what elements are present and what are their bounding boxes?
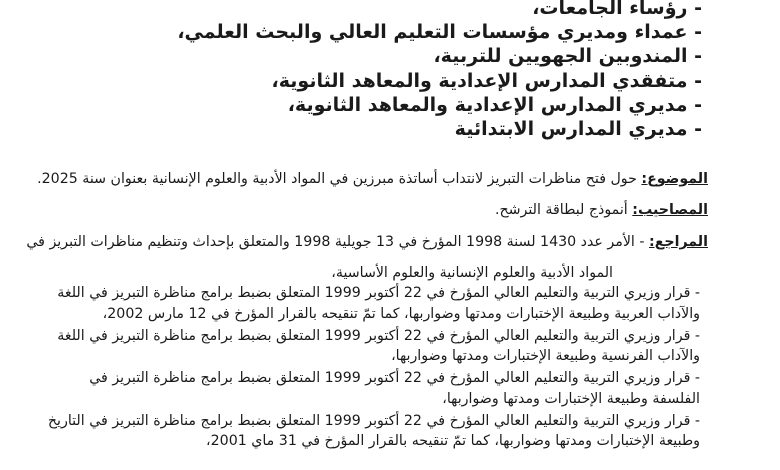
reference-main-line1: - الأمر عدد 1430 لسنة 1998 المؤرخ في 13 جويلية 1998 والمتعلق بإحداث وتنظيم مناظرات التبريز في [26, 234, 645, 250]
reference-item [20, 368, 700, 409]
reference-item [20, 326, 700, 367]
recipient-item: - مديري المدارس الإعدادية والمعاهد الثانوية، [287, 93, 702, 116]
reference-line: وطبيعة الإختبارات ومدتها وضواربها، كما تمّ تنقيحه بالقرار المؤرخ في 31 ماي 2001، [206, 433, 700, 449]
recipient-item: - رؤساء الجامعات، [532, 0, 702, 19]
reference-line: - قرار وزيري التربية والتعليم العالي المؤرخ في 22 أكتوبر 1999 المتعلق بضبط برامج مناظرة التبريز في [89, 370, 700, 386]
subject-label: الموضوع: [641, 171, 708, 187]
reference-line: - قرار وزيري التربية والتعليم العالي المؤرخ في 22 أكتوبر 1999 المتعلق بضبط برامج مناظرة التبريز في التاريخ [47, 412, 700, 429]
recipient-item: - متفقدي المدارس الإعدادية والمعاهد الثانوية، [271, 69, 702, 92]
recipient-item: - عمداء ومديري مؤسسات التعليم العالي والبحث العلمي، [177, 21, 702, 44]
reference-line: - قرار وزيري التربية والتعليم العالي المؤرخ في 22 أكتوبر 1999 المتعلق بضبط برامج مناظرة التبريز في اللغة [57, 285, 700, 301]
reference-line: الفلسفة وطبيعة الإختبارات ومدتها وضواربها، [442, 390, 700, 407]
references-block [20, 232, 708, 283]
reference-item [20, 411, 700, 452]
subject-text: حول فتح مناظرات التبريز لانتداب أساتذة مبرزين في المواد الأدبية والعلوم الإنسانية بعنوان سنة 2025. [37, 171, 637, 187]
attachments-label: المصاحيب: [632, 202, 708, 218]
reference-line: والآداب الفرنسية وطبيعة الإختبارات ومدتها وضواربها، [391, 348, 700, 364]
reference-item [20, 283, 700, 324]
references-label: المراجع: [649, 234, 708, 250]
attachments-text: أنموذج لبطاقة الترشح. [494, 202, 628, 218]
recipient-item: - مديري المدارس الابتدائية [454, 118, 702, 141]
recipients-list [177, 0, 702, 141]
references-list [20, 283, 700, 453]
attachments-line [20, 202, 708, 218]
reference-line: - قرار وزيري التربية والتعليم العالي المؤرخ في 22 أكتوبر 1999 المتعلق بضبط برامج مناظرة التبريز في اللغة [57, 327, 700, 344]
subject-line [20, 171, 708, 187]
reference-main-line2: المواد الأدبية والعلوم الإنسانية والعلوم الأساسية، [331, 265, 613, 281]
recipient-item: - المندوبين الجهويين للتربية، [433, 45, 702, 68]
reference-line: والآداب العربية وطبيعة الإختبارات ومدتها وضواربها، كما تمّ تنقيحه بالقرار المؤرخ في 12 مارس 2002، [102, 305, 700, 322]
